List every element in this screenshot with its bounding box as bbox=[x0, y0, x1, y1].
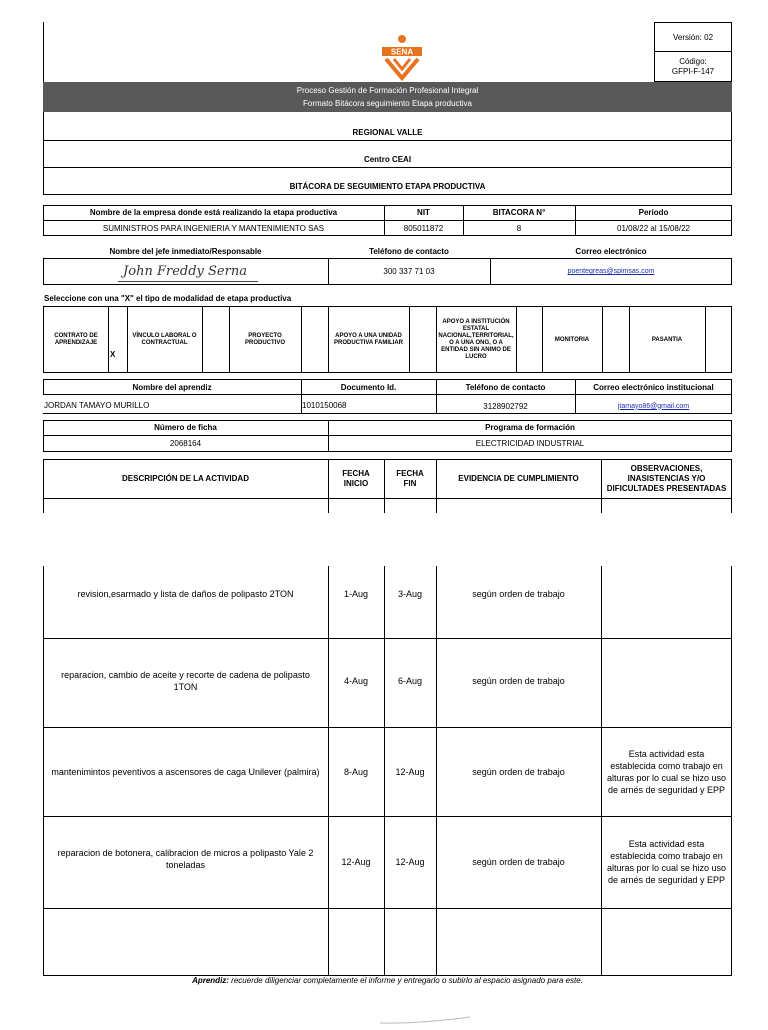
process-band bbox=[43, 82, 732, 112]
regional-label: REGIONAL VALLE bbox=[352, 127, 423, 137]
activities-inicio-header: FECHA INICIO bbox=[342, 468, 370, 488]
modalidad-checkbox-vinculo[interactable] bbox=[202, 306, 229, 373]
modalidad-prompt: Seleccione con una "X" el tipo de modalidad de etapa productiva bbox=[44, 294, 292, 303]
modalidad-checkbox-proyecto[interactable] bbox=[301, 306, 328, 373]
modalidad-vinculo-laboral: VÍNCULO LABORAL O CONTRACTUAL bbox=[132, 332, 197, 346]
jefe-telefono-header: Teléfono de contacto bbox=[369, 246, 449, 256]
modalidad-checkbox-familiar[interactable] bbox=[409, 306, 436, 373]
modalidad-pasantia: PASANTIA bbox=[651, 336, 683, 343]
footer-note-label: Aprendiz: bbox=[192, 976, 229, 985]
activity-row-2-inicio: 4-Aug bbox=[343, 676, 369, 686]
format-title: Formato Bitácora seguimiento Etapa productiva bbox=[303, 99, 472, 108]
aprendiz-telefono-header: Teléfono de contacto bbox=[465, 382, 546, 392]
code-value: GFPI-F-147 bbox=[671, 66, 715, 76]
footer-note-text: recuerde diligenciar completamente el informe y entregarlo o subirlo al espacio asignado para este. bbox=[228, 976, 583, 985]
activity-row-2-obs bbox=[601, 638, 732, 724]
activity-row-4-inicio: 12-Aug bbox=[341, 857, 371, 867]
activities-evidencia-header: EVIDENCIA DE CUMPLIMIENTO bbox=[458, 474, 579, 483]
jefe-correo-header: Correo electrónico bbox=[575, 246, 647, 256]
activity-row-1-obs bbox=[601, 566, 732, 621]
jefe-correo-link[interactable]: poentegreas@spimsas.com bbox=[567, 268, 655, 275]
ficha-programa-header: Programa de formación bbox=[485, 423, 575, 432]
activities-desc-header: DESCRIPCIÓN DE LA ACTIVIDAD bbox=[122, 474, 249, 483]
modalidad-institucion-estatal: APOYO A INSTITUCIÓN ESTATAL NACIONAL,TERRITORIAL, O A UNA ONG, O A ENTIDAD SIN ANIMO DE LUCRO bbox=[438, 318, 514, 360]
activity-row-3-fin: 12-Aug bbox=[395, 766, 425, 777]
empresa-periodo: 01/08/22 al 15/08/22 bbox=[617, 223, 690, 233]
activity-row-3-desc: mantenimintos peventivos a ascensores de caga Unilever (palmira) bbox=[51, 766, 320, 777]
empresa-nombre: SUMINISTROS PARA INGENIERIA Y MANTENIMIENTO SAS bbox=[102, 223, 325, 233]
activity-row-4-obs: Esta actividad esta establecida como trabajo en alturas por lo cual se hizo uso de arnés de seguridad y EPP bbox=[606, 839, 727, 885]
activity-row-4-evidencia: según orden de trabajo bbox=[472, 857, 565, 867]
empresa-bitacora-header: BITACORA N° bbox=[492, 208, 546, 217]
aprendiz-documento: 1010150068 bbox=[302, 401, 347, 410]
activities-fin-header: FECHA FIN bbox=[396, 468, 424, 488]
activity-row-1-fin: 3-Aug bbox=[397, 588, 423, 599]
modalidad-proyecto-productivo: PROYECTO PRODUCTIVO bbox=[244, 332, 285, 346]
activity-row-2-fin: 6-Aug bbox=[397, 676, 423, 686]
modalidad-contrato-aprendizaje: CONTRATO DE APRENDIZAJE bbox=[54, 332, 98, 346]
activity-row-2-evidencia: según orden de trabajo bbox=[472, 676, 565, 686]
process-title: Proceso Gestión de Formación Profesional Integral bbox=[296, 86, 479, 95]
jefe-telefono: 300 337 71 03 bbox=[383, 267, 435, 276]
jefe-signature: John Freddy Serna bbox=[123, 263, 247, 279]
aprendiz-nombre-header: Nombre del aprendiz bbox=[132, 382, 212, 392]
activity-row-4-desc: reparacion de botonera, calibracion de micros a polipasto Yale 2 toneladas bbox=[57, 848, 314, 870]
modalidad-checkbox-monitoria[interactable] bbox=[602, 306, 629, 373]
version-box: Versión: 02 bbox=[654, 22, 732, 52]
modalidad-checkbox-pasantia[interactable] bbox=[705, 306, 732, 373]
ficha-numero: 2068164 bbox=[169, 439, 202, 448]
empresa-bitacora-number: 8 bbox=[516, 223, 522, 233]
code-box bbox=[654, 51, 732, 82]
ficha-programa: ELECTRICIDAD INDUSTRIAL bbox=[475, 439, 585, 448]
aprendiz-documento-header: Documento Id. bbox=[340, 382, 397, 392]
activity-row-2-desc: reparacion, cambio de aceite y recorte de cadena de polipasto 1TON bbox=[61, 670, 310, 692]
activity-row-1-evidencia: según orden de trabajo bbox=[472, 588, 565, 599]
aprendiz-telefono: 3128902792 bbox=[483, 401, 528, 411]
aprendiz-nombre: JORDAN TAMAYO MURILLO bbox=[44, 401, 150, 410]
jefe-nombre-header: Nombre del jefe inmediato/Responsable bbox=[109, 246, 262, 256]
modalidad-checkbox-institucion[interactable] bbox=[516, 306, 542, 373]
activity-row-4-fin: 12-Aug bbox=[395, 857, 425, 867]
bottom-signature-stroke bbox=[378, 1012, 473, 1022]
activity-row-1-inicio: 1-Aug bbox=[343, 588, 369, 599]
aprendiz-correo-header: Correo electrónico institucional bbox=[593, 382, 714, 392]
logo-text: SENA bbox=[390, 47, 414, 57]
modalidad-checkbox-contrato[interactable]: X bbox=[110, 350, 116, 359]
modalidad-monitoria: MONITORIA bbox=[554, 336, 590, 343]
code-label: Código: bbox=[679, 56, 707, 66]
activity-row-3-obs: Esta actividad esta establecida como trabajo en alturas por lo cual se hizo uso de arnés de seguridad y EPP bbox=[606, 748, 727, 795]
activities-obs-header: OBSERVACIONES, INASISTENCIAS Y/O DIFICULTADES PRESENTADAS bbox=[606, 463, 727, 493]
empresa-nit: 805011872 bbox=[403, 223, 444, 233]
bitacora-title: BITÁCORA DE SEGUIMIENTO ETAPA PRODUCTIVA bbox=[289, 181, 486, 191]
activity-row-1-desc: revision,esarmado y lista de daños de polipasto 2TON bbox=[77, 588, 294, 599]
aprendiz-correo-link[interactable]: jtamayo86@gmail.com bbox=[617, 402, 690, 410]
modalidad-unidad-familiar: APOYO A UNA UNIDAD PRODUCTIVA FAMILIAR bbox=[334, 332, 403, 346]
activity-row-3-inicio: 8-Aug bbox=[343, 766, 369, 777]
empresa-nombre-header: Nombre de la empresa donde está realizando la etapa productiva bbox=[89, 208, 338, 217]
ficha-numero-header: Número de ficha bbox=[154, 423, 217, 432]
empresa-periodo-header: Período bbox=[638, 208, 669, 217]
sena-logo bbox=[378, 34, 426, 82]
centro-label: Centro CEAI bbox=[363, 154, 412, 164]
footer-note bbox=[43, 976, 732, 988]
empresa-nit-header: NIT bbox=[417, 208, 430, 217]
activity-row-3-evidencia: según orden de trabajo bbox=[472, 766, 565, 777]
